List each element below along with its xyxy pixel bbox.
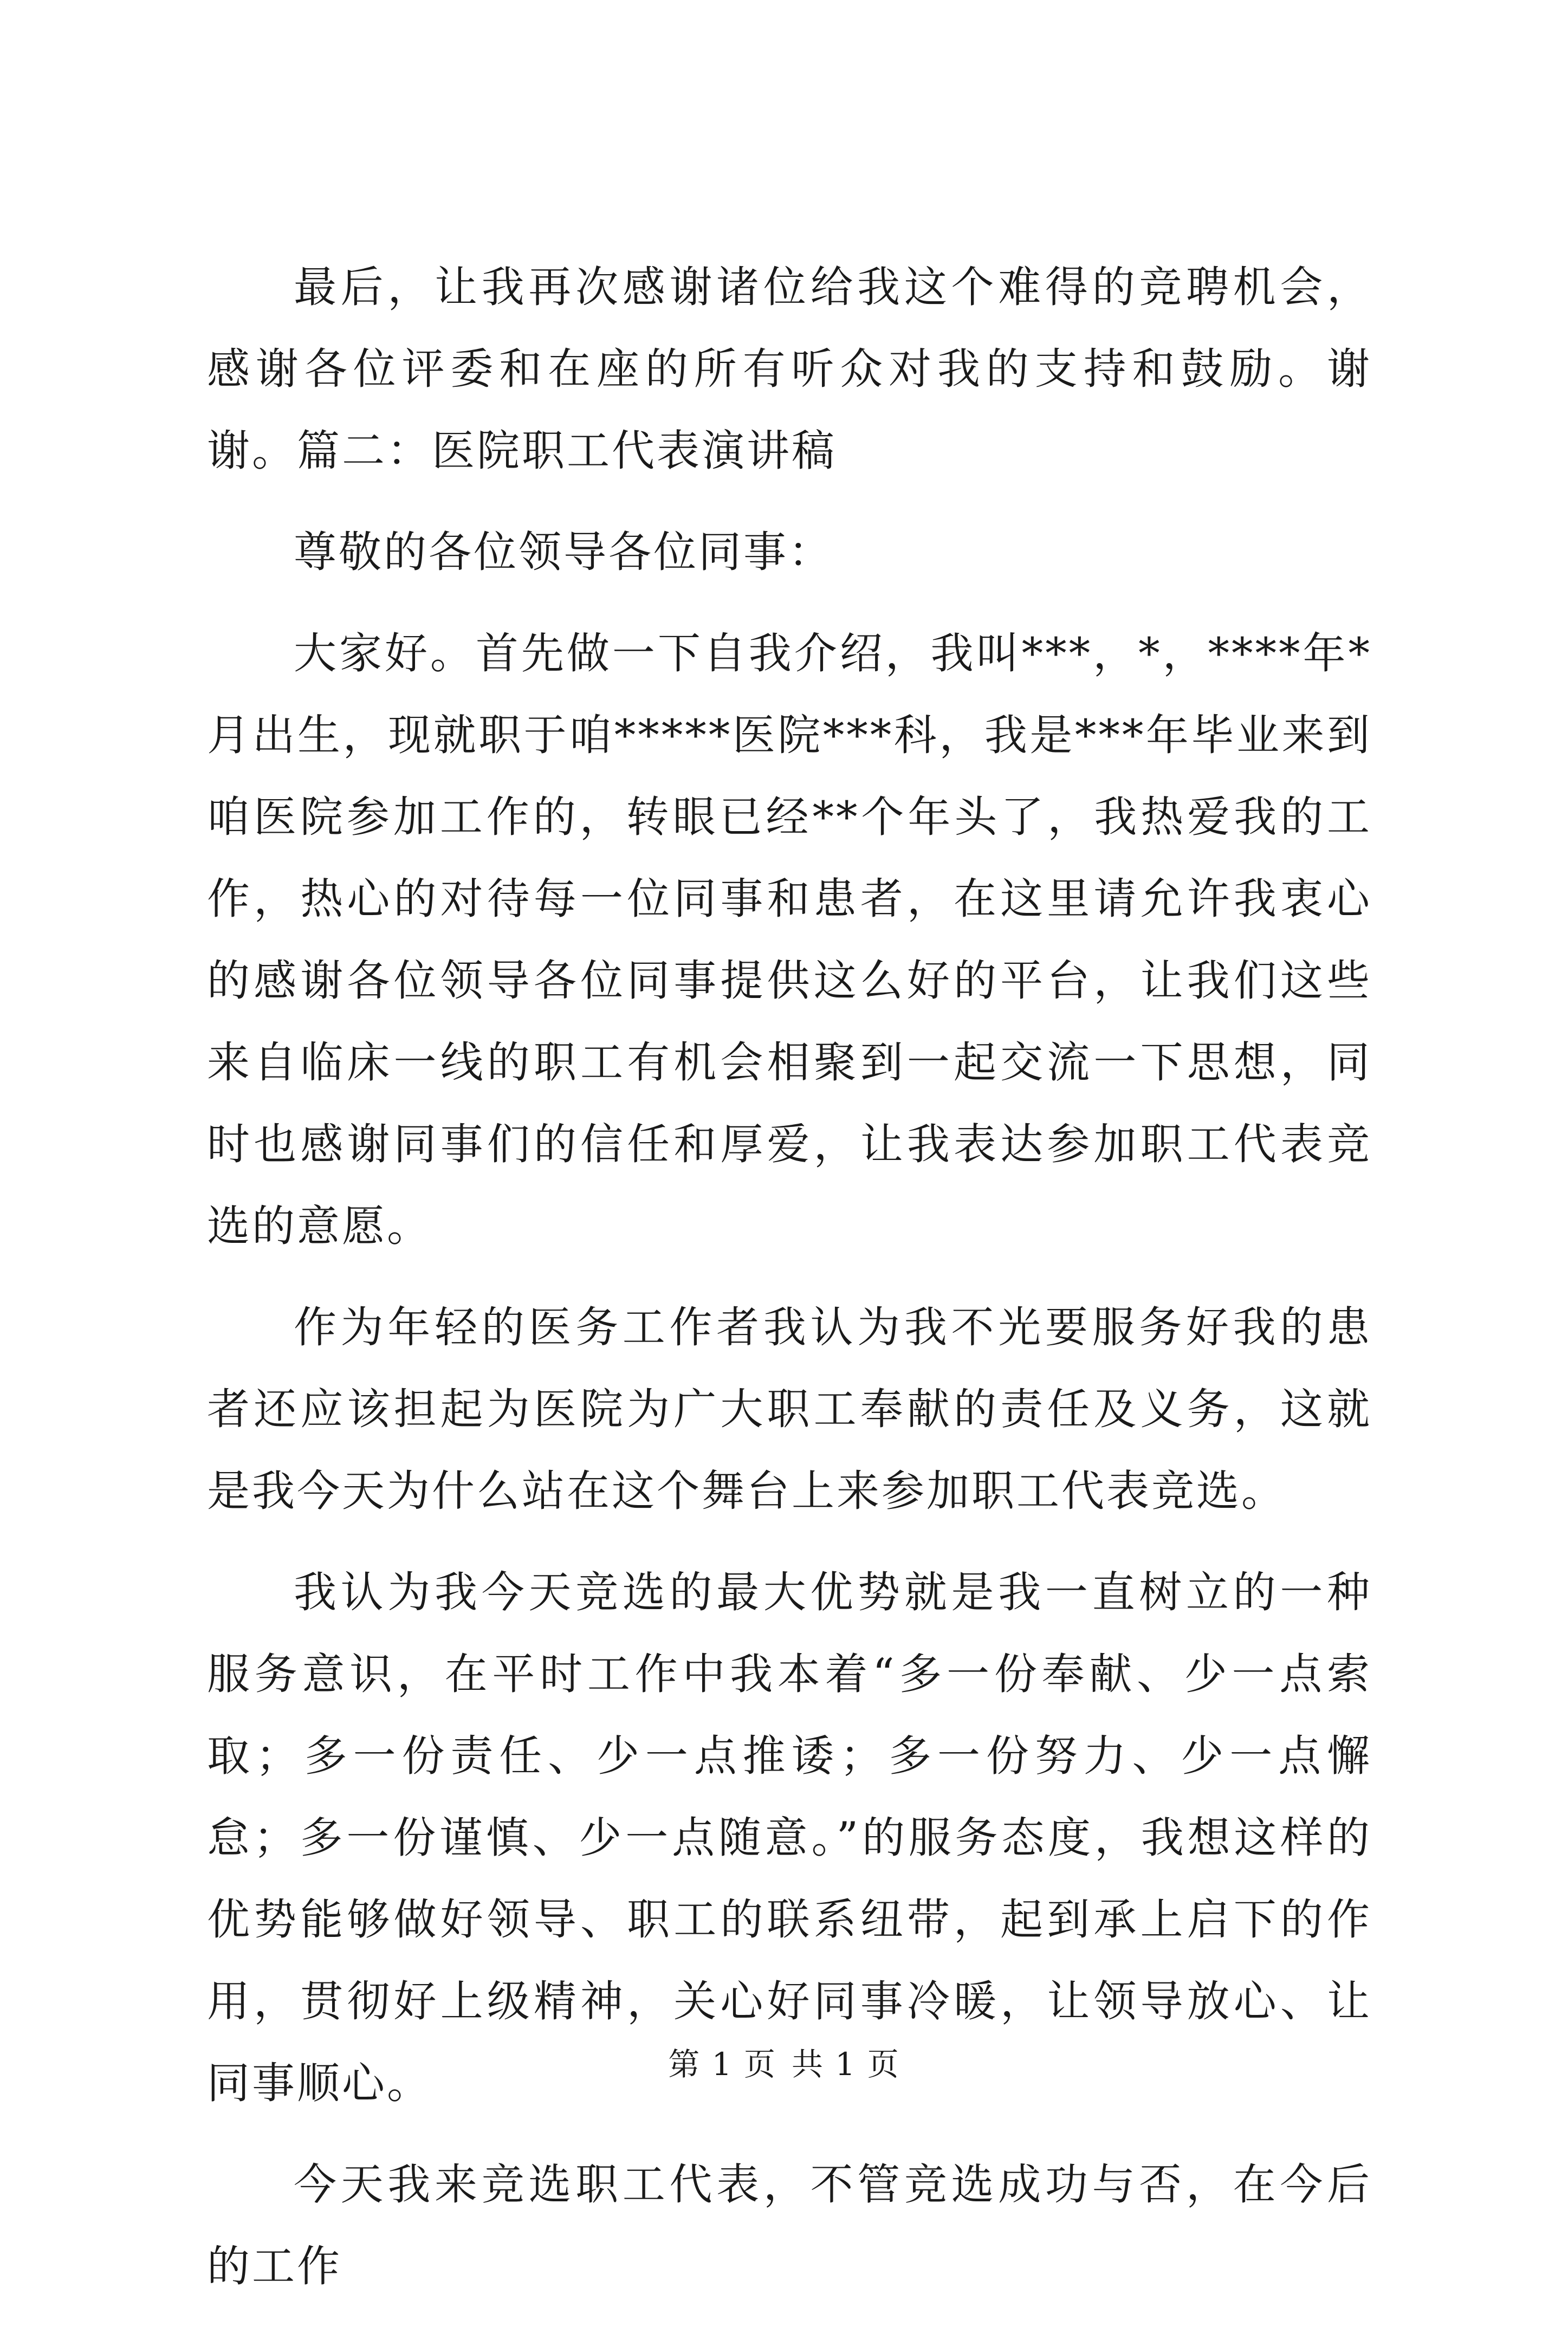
document-body — [207, 247, 1372, 2327]
paragraph-responsibility: 作为年轻的医务工作者我认为我不光要服务好我的患者还应该担起为医院为广大职工奉献的责任及义务，这就是我今天为什么站在这个舞台上来参加职工代表竞选。 — [207, 1302, 1372, 1516]
paragraph-commitment: 今天我来竞选职工代表，不管竞选成功与否，在今后的工作 — [207, 2160, 1372, 2291]
paragraph-closing-thanks: 最后，让我再次感谢诸位给我这个难得的竞聘机会，感谢各位评委和在座的所有听众对我的支持和鼓励。谢谢。篇二：医院职工代表演讲稿 — [207, 262, 1372, 476]
paragraph-self-introduction: 大家好。首先做一下自我介绍，我叫***，*，****年*月出生，现就职于咱*****医院***科，我是***年毕业来到咱医院参加工作的，转眼已经**个年头了，我热爱我的工作，热心的对待每一位同事和患者，在这里请允许我衷心的感谢各位领导各位同事提供这么好的平台，让我们这些来自临床一线的职工有机会相聚到一起交流一下思想，同时也感谢同事们的信任和厚爱，让我表达参加职工代表竞选的意愿。 — [207, 628, 1372, 1251]
paragraph-salutation: 尊敬的各位领导各位同事： — [294, 527, 833, 577]
page-footer — [0, 2043, 1568, 2086]
page-number-current: 第 1 页 — [668, 2046, 776, 2083]
paragraph-advantage: 我认为我今天竞选的最大优势就是我一直树立的一种服务意识，在平时工作中我本着“多一份奉献、少一点索取；多一份责任、少一点推诿；多一份努力、少一点懈怠；多一份谨慎、少一点随意。”的服务态度，我想这样的优势能够做好领导、职工的联系纽带，起到承上启下的作用，贯彻好上级精神，关心好同事冷暖，让领导放心、让同事顺心。 — [207, 1567, 1372, 2108]
page-number-total: 共 1 页 — [792, 2046, 900, 2083]
